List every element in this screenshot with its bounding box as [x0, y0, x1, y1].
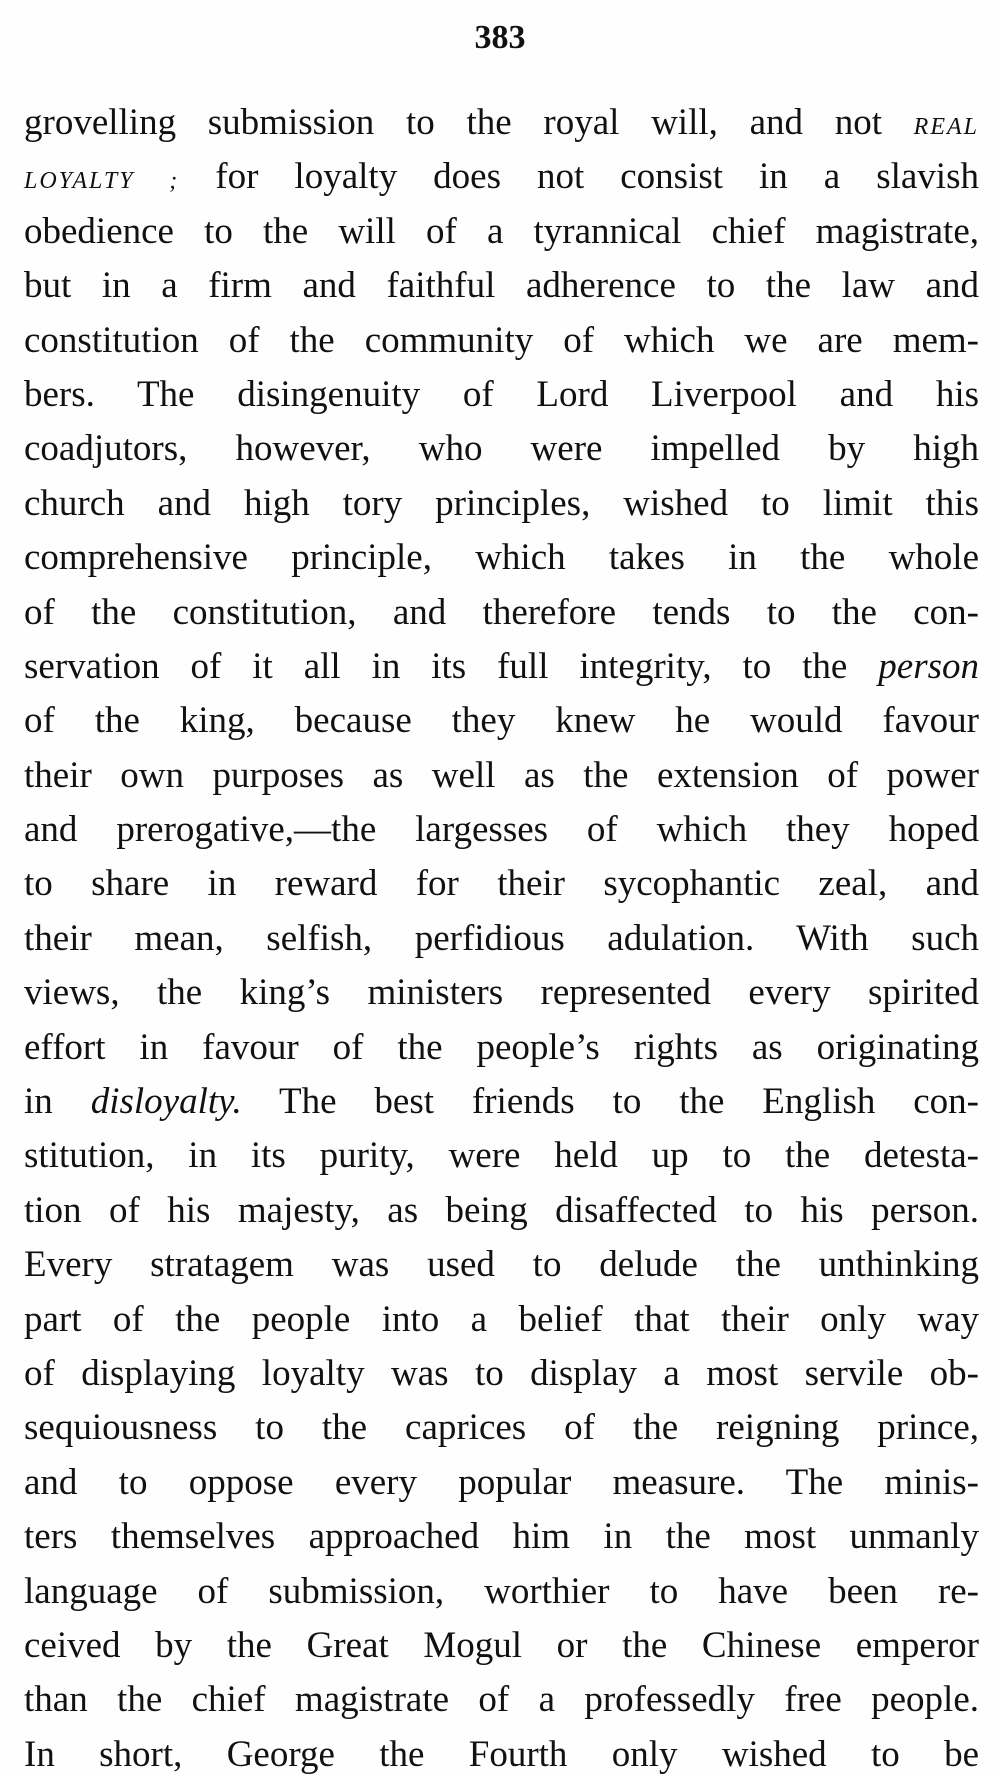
text-line	[24, 1238, 979, 1292]
text-line	[24, 1293, 979, 1347]
text-line	[24, 259, 979, 313]
text-line	[24, 640, 979, 694]
text-segment: comprehensive principle, which takes in the whole	[24, 537, 979, 579]
text-segment: stitution, in its purity, were held up to the detesta-	[24, 1135, 979, 1177]
text-segment: constitution of the community of which we are mem-	[24, 319, 979, 361]
text-line	[24, 1129, 979, 1183]
small-caps-text: LOYALTY ;	[24, 168, 180, 195]
text-segment: their mean, selfish, perfidious adulation. With such	[24, 917, 979, 959]
text-line	[24, 1565, 979, 1619]
text-segment: sequiousness to the caprices of the reigning prince,	[24, 1407, 979, 1449]
text-segment: of displaying loyalty was to display a most servile ob-	[24, 1352, 979, 1394]
text-segment: views, the king’s ministers represented every spirited	[24, 972, 979, 1014]
text-segment: to share in reward for their sycophantic zeal, and	[24, 863, 979, 905]
page-number: 383	[474, 19, 526, 56]
text-segment: in	[24, 1081, 91, 1123]
text-segment: of the constitution, and therefore tends to the con-	[24, 591, 979, 633]
small-caps-text: REAL	[913, 114, 979, 140]
text-line	[24, 966, 979, 1020]
italic-text: disloyalty.	[90, 1081, 242, 1123]
text-segment: church and high tory principles, wished to limit this	[24, 482, 979, 524]
text-segment: part of the people into a belief that their only way	[24, 1298, 979, 1340]
text-line	[24, 1401, 979, 1455]
text-segment: bers. The disingenuity of Lord Liverpool and his	[24, 373, 979, 415]
text-line	[24, 1456, 979, 1510]
text-line	[24, 1075, 979, 1129]
text-line	[24, 857, 979, 911]
text-segment: grovelling submission to the royal will, and not	[24, 102, 914, 143]
text-segment: servation of it all in its full integrity, to the	[24, 645, 879, 687]
text-line	[24, 531, 979, 585]
text-line	[24, 586, 979, 640]
text-segment: tion of his majesty, as being disaffected to his person.	[24, 1189, 979, 1231]
text-line	[24, 1619, 979, 1673]
text-segment: but in a firm and faithful adherence to the law and	[24, 265, 979, 307]
text-segment: ceived by the Great Mogul or the Chinese emperor	[24, 1624, 979, 1666]
text-segment: their own purposes as well as the extension of power	[24, 754, 979, 796]
text-segment: for loyalty does not consist in a slavish	[179, 156, 979, 198]
text-segment: In short, George the Fourth only wished to be	[24, 1733, 979, 1775]
text-segment: effort in favour of the people’s rights as originating	[24, 1026, 979, 1068]
text-segment: and to oppose every popular measure. The minis-	[24, 1461, 979, 1503]
text-line	[24, 912, 979, 966]
text-line	[24, 150, 979, 204]
text-line	[24, 1021, 979, 1075]
text-segment: language of submission, worthier to have been re-	[24, 1570, 979, 1612]
text-line	[24, 422, 979, 476]
text-segment: ters themselves approached him in the most unmanly	[24, 1516, 979, 1558]
text-line	[24, 694, 979, 748]
text-line	[24, 803, 979, 857]
text-line	[24, 1673, 979, 1727]
text-segment: obedience to the will of a tyrannical chief magistrate,	[24, 210, 979, 252]
text-line	[24, 1510, 979, 1564]
text-segment: than the chief magistrate of a professedly free people.	[24, 1679, 979, 1721]
text-line	[24, 1347, 979, 1401]
text-segment: The best friends to the English con-	[241, 1081, 979, 1123]
text-segment: of the king, because they knew he would favour	[24, 700, 979, 742]
italic-text: person	[878, 645, 979, 687]
body-text	[24, 96, 979, 1782]
text-line	[24, 314, 979, 368]
text-line	[24, 96, 979, 150]
text-segment: coadjutors, however, who were impelled by high	[24, 428, 979, 470]
text-line	[24, 749, 979, 803]
text-line	[24, 1184, 979, 1238]
text-line	[24, 368, 979, 422]
text-segment: and prerogative,—the largesses of which they hoped	[24, 809, 979, 851]
text-segment: Every stratagem was used to delude the unthinking	[24, 1244, 979, 1286]
text-line	[24, 205, 979, 259]
text-line	[24, 477, 979, 531]
